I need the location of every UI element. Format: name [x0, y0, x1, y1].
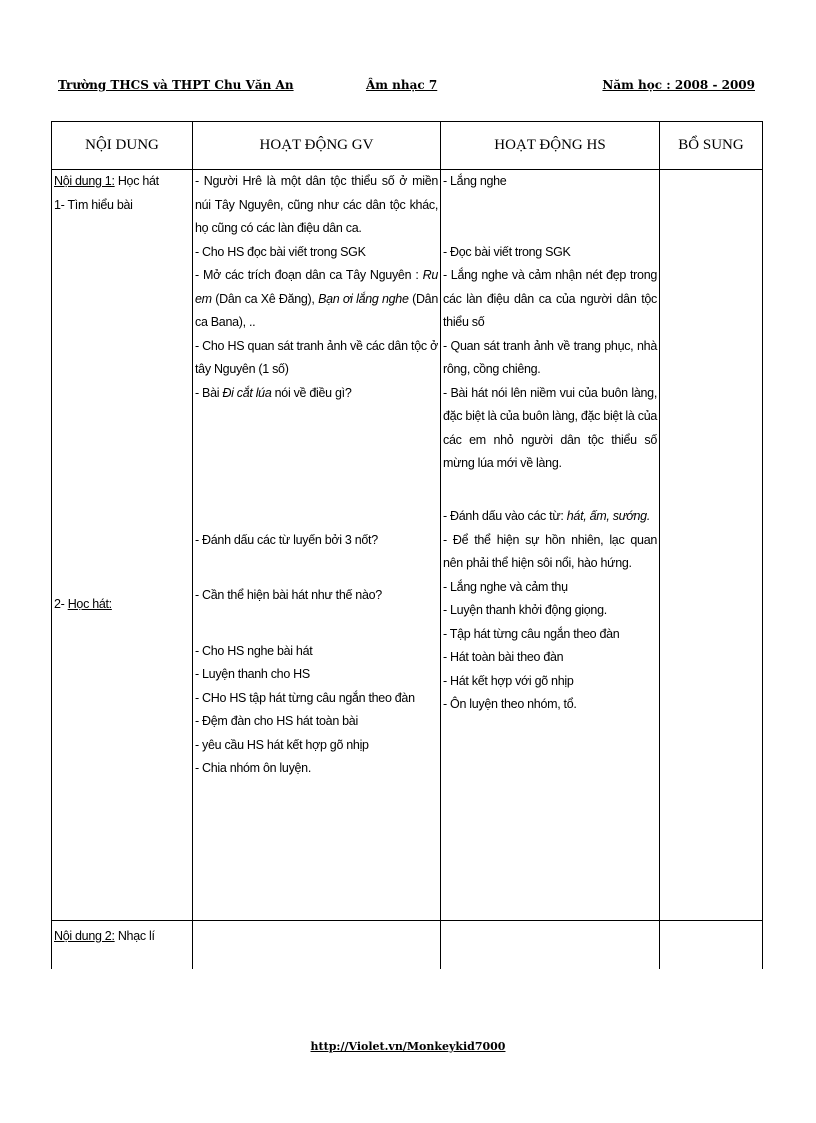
section-1-title: Nội dung 1: Học hát [54, 174, 159, 188]
lesson-plan-table [51, 121, 763, 969]
gv-paragraph: - Cho HS quan sát tranh ảnh về các dân tộc ở tây Nguyên (1 số) [195, 338, 438, 376]
gv-paragraph: - Cần thể hiện bài hát như thế nào? [195, 588, 382, 602]
hs-paragraph: - Quan sát tranh ảnh về trang phục, nhà rông, cồng chiêng. [443, 338, 657, 376]
gv-paragraph: - Người Hrê là một dân tộc thiểu số ở miền núi Tây Nguyên, cũng như các dân tộc khác, họ cũng có các làn điệu dân ca. [195, 174, 438, 235]
gv-paragraph: - Đệm đàn cho HS hát toàn bài [195, 714, 358, 728]
hs-paragraph: - Ôn luyện theo nhóm, tổ. [443, 697, 577, 711]
hoat-dong-hs-cell [441, 170, 660, 921]
hs-paragraph: - Lắng nghe [443, 174, 507, 188]
hs-paragraph: - Hát toàn bài theo đàn [443, 650, 564, 664]
column-header-hoat-dong-gv: HOẠT ĐỘNG GV [193, 122, 441, 170]
table-row [52, 921, 763, 970]
gv-paragraph: - Cho HS đọc bài viết trong SGK [195, 244, 366, 259]
gv-paragraph: - CHo HS tập hát từng câu ngắn theo đàn [195, 690, 415, 705]
gv-paragraph: - Mở các trích đoạn dân ca Tây Nguyên : Ru em (Dân ca Xê Đăng), Bạn ơi lắng nghe (Dân ca Bana), .. [195, 268, 438, 329]
subject-title: Âm nhạc 7 [366, 78, 438, 92]
table-row [52, 170, 763, 921]
gv-paragraph: - yêu cầu HS hát kết hợp gõ nhịp [195, 737, 369, 752]
gv-paragraph: - Cho HS nghe bài hát [195, 643, 313, 658]
hoat-dong-gv-cell [193, 170, 441, 921]
section-2-title: Nội dung 2: Nhạc lí [54, 929, 155, 943]
hs-paragraph: - Để thể hiện sự hồn nhiên, lạc quan nên phải thể hiện sôi nổi, hào hứng. [443, 532, 657, 570]
hs-paragraph: - Đánh dấu vào các từ: hát, ấm, sướng. [443, 509, 651, 523]
column-header-hoat-dong-hs: HOẠT ĐỘNG HS [441, 122, 660, 170]
hs-paragraph: - Hát kết hợp với gõ nhịp [443, 673, 574, 688]
column-header-noi-dung: NỘI DUNG [52, 122, 193, 170]
hs-paragraph: - Tập hát từng câu ngắn theo đàn [443, 626, 620, 641]
hoat-dong-gv-cell [193, 921, 441, 970]
section-1-item-1: 1- Tìm hiểu bài [54, 197, 133, 212]
bo-sung-cell [660, 921, 763, 970]
hs-paragraph: - Luyện thanh khởi động giọng. [443, 603, 607, 617]
section-1-item-2: 2- Học hát: [54, 597, 112, 611]
school-name: Trường THCS và THPT Chu Văn An [58, 78, 294, 92]
gv-paragraph: - Luyện thanh cho HS [195, 667, 310, 681]
table-header-row [52, 122, 763, 170]
gv-paragraph: - Chia nhóm ôn luyện. [195, 761, 311, 775]
noi-dung-cell [52, 170, 193, 921]
school-year: Năm học : 2008 - 2009 [602, 78, 755, 92]
bo-sung-cell [660, 170, 763, 921]
hoat-dong-hs-cell [441, 921, 660, 970]
noi-dung-cell [52, 921, 193, 970]
gv-paragraph: - Bài Đi cắt lúa nói về điều gì? [195, 385, 352, 400]
hs-paragraph: - Lắng nghe và cảm nhận nét đẹp trong các làn điệu dân ca của người dân tộc thiểu số [443, 268, 657, 329]
gv-paragraph: - Đánh dấu các từ luyến bởi 3 nốt? [195, 532, 378, 547]
hs-paragraph: - Lắng nghe và cảm thụ [443, 579, 568, 594]
footer-link[interactable]: http://Violet.vn/Monkeykid7000 [310, 1040, 506, 1053]
hs-paragraph: - Đọc bài viết trong SGK [443, 244, 571, 259]
hs-paragraph: - Bài hát nói lên niềm vui của buôn làng, đặc biệt là của buôn làng, đặc biệt là của các em nhỏ người dân tộc thiểu số mừng lúa mới về làng. [443, 385, 657, 470]
column-header-bo-sung: BỔ SUNG [660, 122, 763, 170]
